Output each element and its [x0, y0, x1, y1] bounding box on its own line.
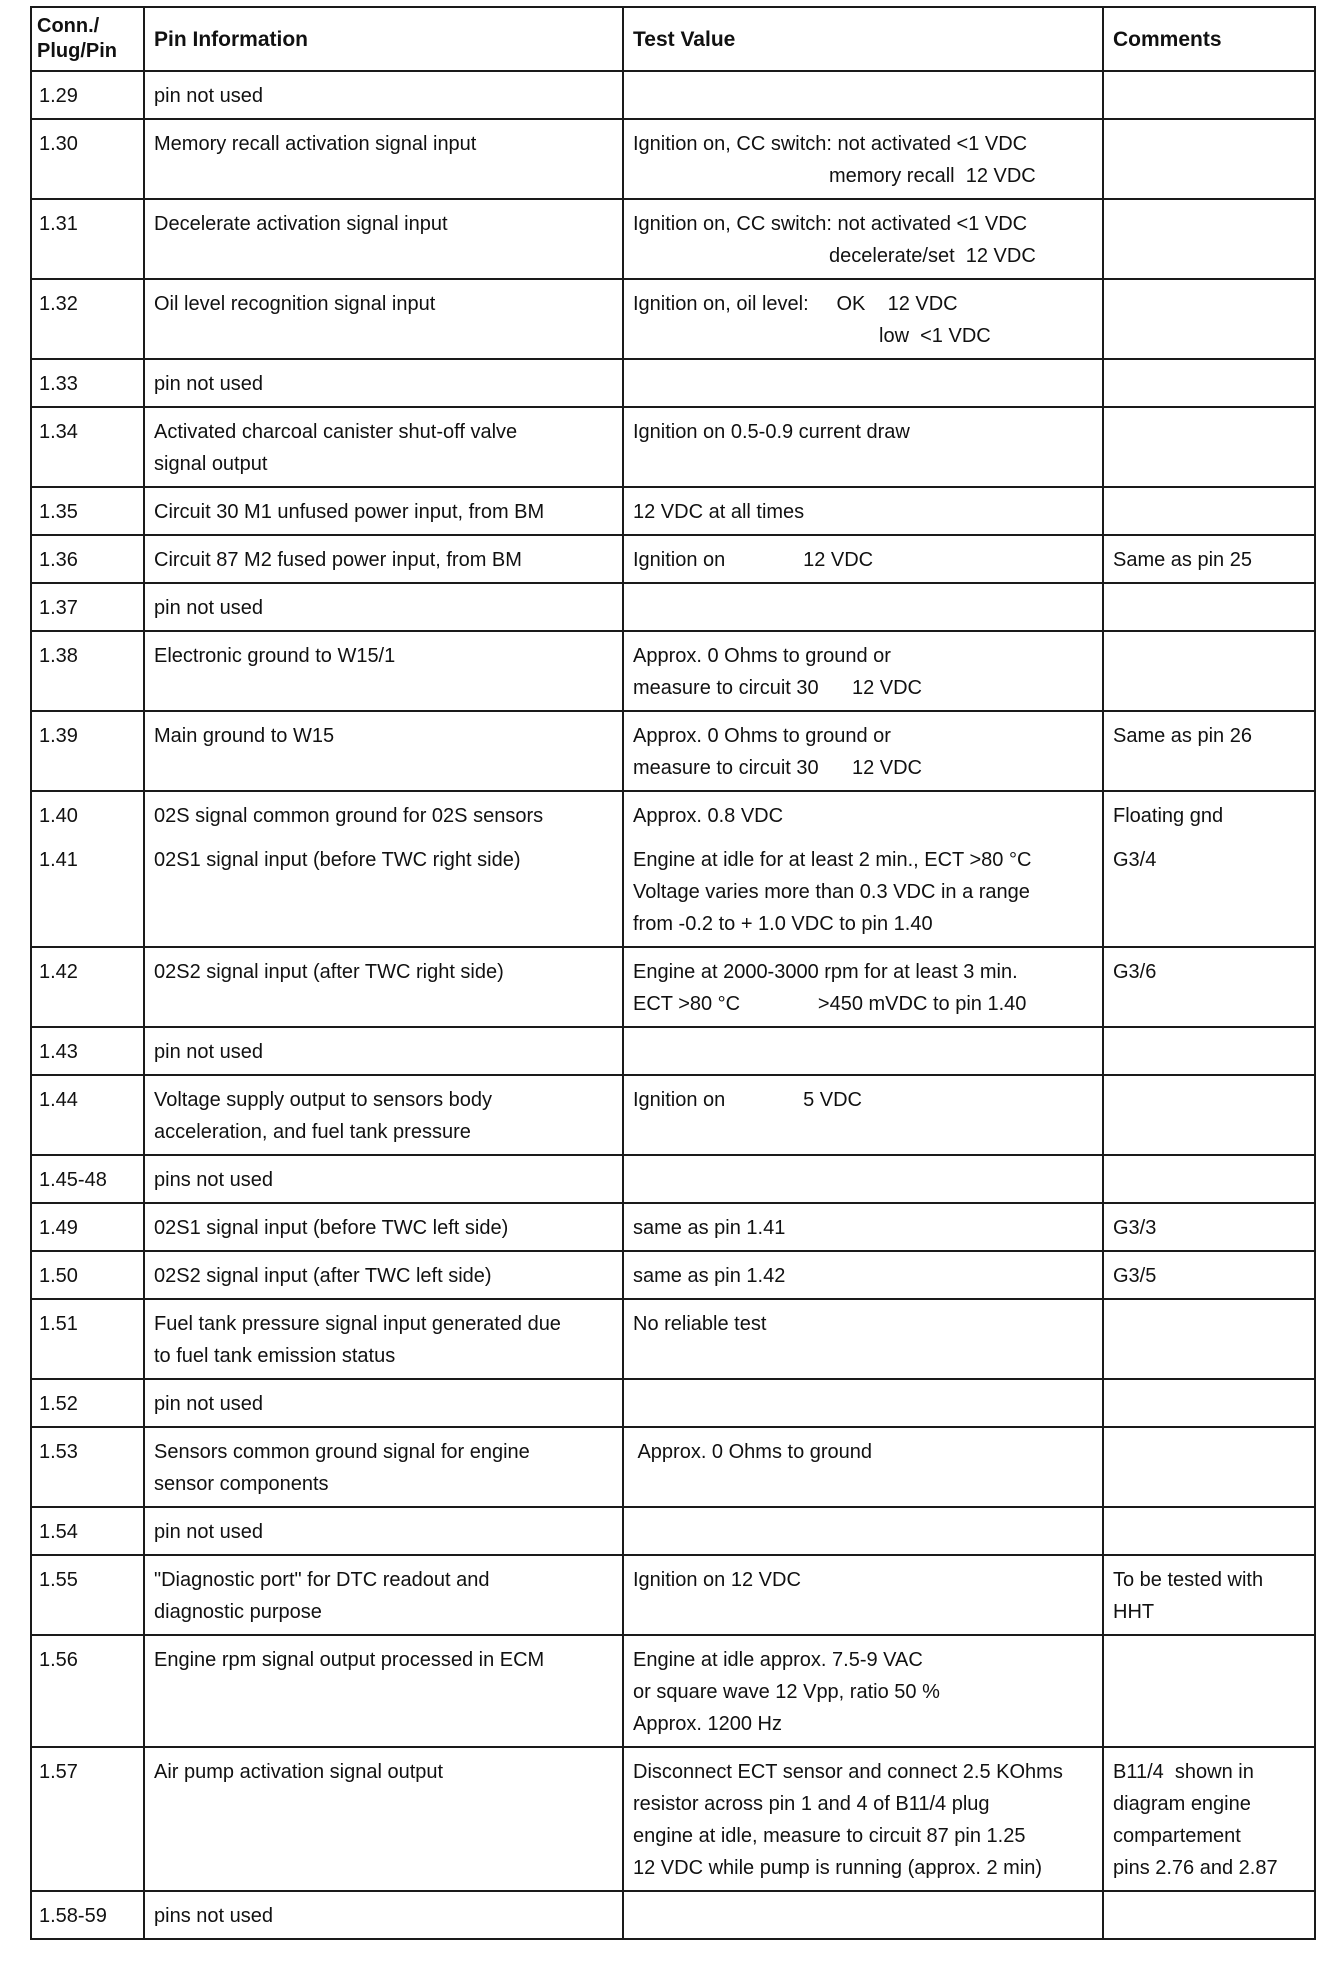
comment-cell: Floating gnd G3/4 — [1103, 791, 1315, 947]
comment-cell — [1103, 71, 1315, 119]
table-row — [31, 1891, 1315, 1939]
info-cell: pin not used — [144, 1507, 623, 1555]
table-row — [31, 947, 1315, 1027]
test-cell — [623, 1891, 1103, 1939]
test-cell: same as pin 1.41 — [623, 1203, 1103, 1251]
comment-cell — [1103, 1155, 1315, 1203]
info-cell: Circuit 87 M2 fused power input, from BM — [144, 535, 623, 583]
test-cell: Ignition on 0.5-0.9 current draw — [623, 407, 1103, 487]
info-cell: Sensors common ground signal for engine sensor components — [144, 1427, 623, 1507]
test-cell: Ignition on, oil level: OK 12 VDC low <1 VDC — [623, 279, 1103, 359]
test-cell — [623, 1379, 1103, 1427]
table-row — [31, 119, 1315, 199]
pin-cell: 1.31 — [31, 199, 144, 279]
table-row — [31, 535, 1315, 583]
comment-cell — [1103, 1427, 1315, 1507]
test-cell — [623, 1507, 1103, 1555]
table-row — [31, 1299, 1315, 1379]
pin-cell: 1.43 — [31, 1027, 144, 1075]
pin-cell: 1.30 — [31, 119, 144, 199]
comment-cell — [1103, 1379, 1315, 1427]
header-pin-info: Pin Information — [144, 7, 623, 71]
info-cell: Oil level recognition signal input — [144, 279, 623, 359]
info-cell: pin not used — [144, 359, 623, 407]
info-cell: 02S signal common ground for 02S sensors 02S1 signal input (before TWC right side) — [144, 791, 623, 947]
test-cell — [623, 71, 1103, 119]
comment-cell — [1103, 1891, 1315, 1939]
test-cell — [623, 583, 1103, 631]
test-cell — [623, 359, 1103, 407]
info-cell: Circuit 30 M1 unfused power input, from BM — [144, 487, 623, 535]
pin-cell: 1.58-59 — [31, 1891, 144, 1939]
table-row — [31, 1155, 1315, 1203]
info-cell: Air pump activation signal output — [144, 1747, 623, 1891]
table-row — [31, 583, 1315, 631]
header-conn: Conn./ Plug/Pin — [31, 7, 144, 71]
comment-cell — [1103, 1075, 1315, 1155]
test-cell: Ignition on 12 VDC — [623, 535, 1103, 583]
comment-cell: B11/4 shown in diagram engine compartement pins 2.76 and 2.87 — [1103, 1747, 1315, 1891]
table-row — [31, 487, 1315, 535]
info-cell: pins not used — [144, 1891, 623, 1939]
pin-cell: 1.53 — [31, 1427, 144, 1507]
pin-cell: 1.39 — [31, 711, 144, 791]
table-row — [31, 711, 1315, 791]
info-cell: pins not used — [144, 1155, 623, 1203]
pin-cell: 1.49 — [31, 1203, 144, 1251]
info-cell: Fuel tank pressure signal input generated due to fuel tank emission status — [144, 1299, 623, 1379]
info-cell: 02S1 signal input (before TWC left side) — [144, 1203, 623, 1251]
test-cell: Disconnect ECT sensor and connect 2.5 KOhms resistor across pin 1 and 4 of B11/4 plug engine at idle, measure to circuit 87 pin 1.25 12 VDC while pump is running (approx. 2 min) — [623, 1747, 1103, 1891]
pin-cell: 1.45-48 — [31, 1155, 144, 1203]
info-cell: "Diagnostic port" for DTC readout and diagnostic purpose — [144, 1555, 623, 1635]
comment-cell — [1103, 1635, 1315, 1747]
info-cell: 02S2 signal input (after TWC left side) — [144, 1251, 623, 1299]
comment-cell — [1103, 119, 1315, 199]
table-row — [31, 71, 1315, 119]
info-cell: Voltage supply output to sensors body acceleration, and fuel tank pressure — [144, 1075, 623, 1155]
pin-cell: 1.50 — [31, 1251, 144, 1299]
comment-cell — [1103, 279, 1315, 359]
test-cell: Engine at idle approx. 7.5-9 VAC or square wave 12 Vpp, ratio 50 % Approx. 1200 Hz — [623, 1635, 1103, 1747]
comment-cell: G3/5 — [1103, 1251, 1315, 1299]
pin-cell: 1.54 — [31, 1507, 144, 1555]
info-cell: Main ground to W15 — [144, 711, 623, 791]
pin-cell: 1.33 — [31, 359, 144, 407]
comment-cell: Same as pin 25 — [1103, 535, 1315, 583]
info-cell: pin not used — [144, 1027, 623, 1075]
table-row — [31, 1379, 1315, 1427]
info-cell: pin not used — [144, 71, 623, 119]
pin-cell: 1.56 — [31, 1635, 144, 1747]
pin-table — [30, 6, 1316, 1940]
test-cell: Ignition on, CC switch: not activated <1 VDC memory recall 12 VDC — [623, 119, 1103, 199]
test-cell: No reliable test — [623, 1299, 1103, 1379]
table-row — [31, 1075, 1315, 1155]
pin-cell: 1.36 — [31, 535, 144, 583]
test-cell: Ignition on, CC switch: not activated <1 VDC decelerate/set 12 VDC — [623, 199, 1103, 279]
comment-cell: G3/6 — [1103, 947, 1315, 1027]
table-row — [31, 1747, 1315, 1891]
pin-cell: 1.51 — [31, 1299, 144, 1379]
pin-cell: 1.42 — [31, 947, 144, 1027]
info-cell: Decelerate activation signal input — [144, 199, 623, 279]
info-cell: pin not used — [144, 1379, 623, 1427]
pin-cell: 1.29 — [31, 71, 144, 119]
pin-cell: 1.32 — [31, 279, 144, 359]
test-cell: Approx. 0 Ohms to ground or measure to circuit 30 12 VDC — [623, 631, 1103, 711]
comment-cell: Same as pin 26 — [1103, 711, 1315, 791]
test-cell: Approx. 0 Ohms to ground — [623, 1427, 1103, 1507]
info-cell: pin not used — [144, 583, 623, 631]
test-cell: 12 VDC at all times — [623, 487, 1103, 535]
header-comments: Comments — [1103, 7, 1315, 71]
pin-cell: 1.38 — [31, 631, 144, 711]
table-row — [31, 1507, 1315, 1555]
pin-cell: 1.40 1.41 — [31, 791, 144, 947]
table-row — [31, 791, 1315, 947]
test-cell: Approx. 0.8 VDC Engine at idle for at least 2 min., ECT >80 °C Voltage varies more than 0.3 VDC in a range from -0.2 to + 1.0 VDC to pin 1.40 — [623, 791, 1103, 947]
table-row — [31, 1251, 1315, 1299]
comment-cell — [1103, 1507, 1315, 1555]
test-cell — [623, 1027, 1103, 1075]
info-cell: 02S2 signal input (after TWC right side) — [144, 947, 623, 1027]
pin-cell: 1.57 — [31, 1747, 144, 1891]
info-cell: Memory recall activation signal input — [144, 119, 623, 199]
comment-cell — [1103, 407, 1315, 487]
info-cell: Activated charcoal canister shut-off valve signal output — [144, 407, 623, 487]
comment-cell: G3/3 — [1103, 1203, 1315, 1251]
table-row — [31, 631, 1315, 711]
test-cell: same as pin 1.42 — [623, 1251, 1103, 1299]
header-test-value: Test Value — [623, 7, 1103, 71]
table-row — [31, 1635, 1315, 1747]
comment-cell — [1103, 1299, 1315, 1379]
table-row — [31, 1555, 1315, 1635]
pin-cell: 1.35 — [31, 487, 144, 535]
comment-cell: To be tested with HHT — [1103, 1555, 1315, 1635]
table-row — [31, 359, 1315, 407]
comment-cell — [1103, 583, 1315, 631]
table-row — [31, 1427, 1315, 1507]
pin-cell: 1.52 — [31, 1379, 144, 1427]
header-row — [31, 7, 1315, 71]
pin-cell: 1.34 — [31, 407, 144, 487]
comment-cell — [1103, 631, 1315, 711]
test-cell: Approx. 0 Ohms to ground or measure to circuit 30 12 VDC — [623, 711, 1103, 791]
pin-cell: 1.55 — [31, 1555, 144, 1635]
table-row — [31, 1203, 1315, 1251]
comment-cell — [1103, 199, 1315, 279]
test-cell — [623, 1155, 1103, 1203]
info-cell: Electronic ground to W15/1 — [144, 631, 623, 711]
test-cell: Engine at 2000-3000 rpm for at least 3 min. ECT >80 °C >450 mVDC to pin 1.40 — [623, 947, 1103, 1027]
comment-cell — [1103, 487, 1315, 535]
pin-cell: 1.44 — [31, 1075, 144, 1155]
table-row — [31, 199, 1315, 279]
table-row — [31, 407, 1315, 487]
comment-cell — [1103, 359, 1315, 407]
comment-cell — [1103, 1027, 1315, 1075]
info-cell: Engine rpm signal output processed in ECM — [144, 1635, 623, 1747]
table-row — [31, 279, 1315, 359]
test-cell: Ignition on 5 VDC — [623, 1075, 1103, 1155]
pin-cell: 1.37 — [31, 583, 144, 631]
table-row — [31, 1027, 1315, 1075]
test-cell: Ignition on 12 VDC — [623, 1555, 1103, 1635]
